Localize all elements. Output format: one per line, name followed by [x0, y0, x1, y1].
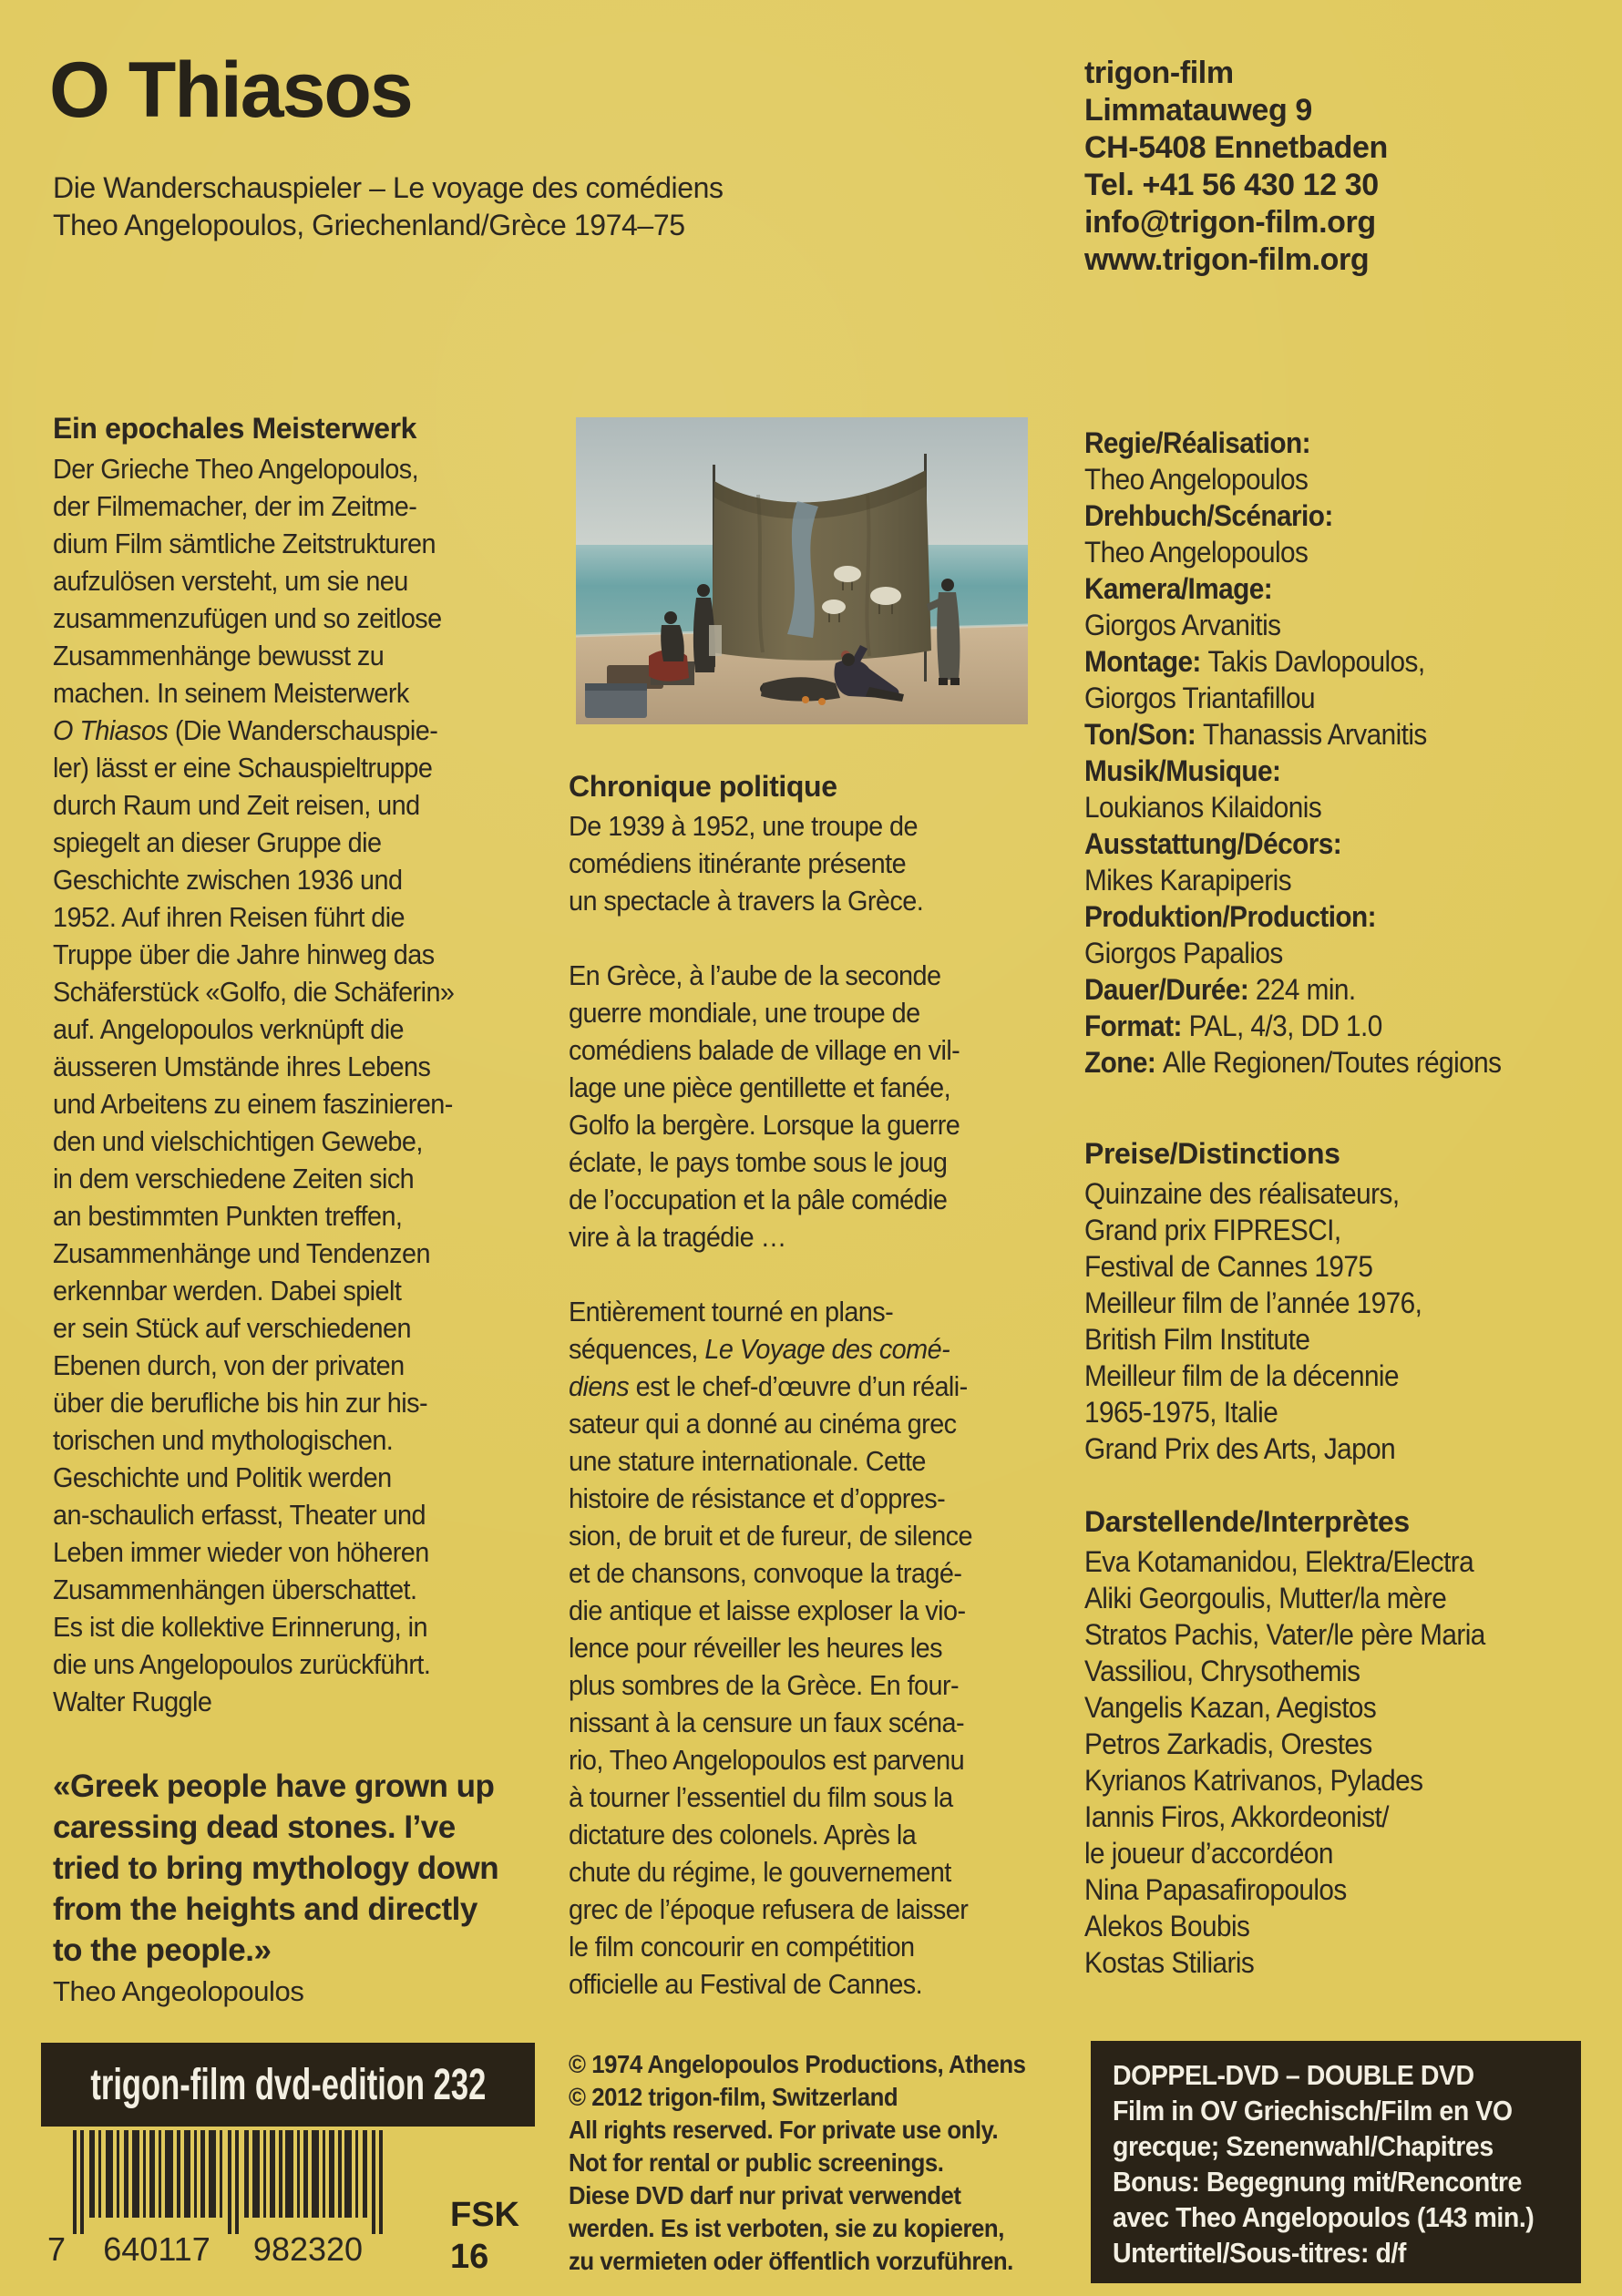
text-line: Vassiliou, Chrysothemis: [1084, 1655, 1360, 1687]
text-line: Meilleur film de l’année 1976,: [1084, 1286, 1422, 1319]
text-line: Grand prix FIPRESCI,: [1084, 1214, 1341, 1246]
text-line: Der Grieche Theo Angelopoulos,: [53, 453, 419, 485]
text-line: grec de l’époque refusera de laisser: [569, 1893, 969, 1925]
text-line: [1084, 643, 1610, 680]
german-review-body: [53, 450, 579, 1720]
text-line: Quinzaine des réalisateurs,: [1084, 1177, 1400, 1210]
text-line: éclate, le pays tombe sous le joug: [569, 1146, 948, 1178]
text-line: «Greek people have grown up: [53, 1768, 495, 1804]
text-line: Petros Zarkadis, Orestes: [1084, 1727, 1372, 1760]
text-line: torischen und mythologischen.: [53, 1424, 394, 1456]
cast-heading: Darstellende/Interprètes: [1084, 1505, 1410, 1538]
text-segment: 224 min.: [1255, 973, 1356, 1006]
text-line: Meilleur film de la décennie: [1084, 1359, 1399, 1392]
text-line: grecque; Szenenwahl/Chapitres: [1113, 2130, 1494, 2162]
quote-author: Theo Angeolopoulos: [53, 1975, 304, 2007]
text-line: erkennbar werden. Dabei spielt: [53, 1275, 402, 1307]
text-line: Die Wanderschauspieler – Le voyage des comédiens: [53, 171, 724, 204]
text-line: Zusammenhänge und Tendenzen: [53, 1237, 430, 1269]
edition-banner: [41, 2043, 535, 2127]
text-line: Limmatauweg 9: [1084, 93, 1312, 128]
text-line: le joueur d’accordéon: [1084, 1837, 1333, 1870]
text-line: rio, Theo Angelopoulos est parvenu: [569, 1744, 965, 1776]
text-line: En Grèce, à l’aube de la seconde: [569, 959, 941, 991]
german-review-heading: Ein epochales Meisterwerk: [53, 412, 417, 445]
fsk-value: 16: [450, 2238, 489, 2276]
text-line: werden. Es ist verboten, sie zu kopieren,: [569, 2214, 1004, 2242]
text-line: avec Theo Angelopoulos (143 min.): [1113, 2201, 1535, 2233]
barcode: [46, 2130, 410, 2265]
text-line: Alekos Boubis: [1084, 1910, 1250, 1942]
text-line: Giorgos Arvanitis: [1084, 609, 1281, 641]
text-line: vire à la tragédie …: [569, 1221, 786, 1253]
text-line: Zusammenhänge bewusst zu: [53, 640, 385, 671]
text-line: to the people.»: [53, 1932, 272, 1968]
text-line: officielle au Festival de Cannes.: [569, 1968, 923, 2000]
text-line: 1952. Auf ihren Reisen führt die: [53, 901, 406, 933]
text-line: lence pour réveiller les heures les: [569, 1632, 942, 1664]
page-title: O Thiasos: [49, 46, 412, 134]
text-line: British Film Institute: [1084, 1323, 1310, 1356]
text-line: [1084, 1008, 1610, 1044]
text-line: Zusammenhängen überschattet.: [53, 1573, 417, 1605]
text-line: [53, 712, 579, 749]
barcode-digit-lead: 7: [47, 2230, 67, 2265]
text-line: comédiens balade de village en vil-: [569, 1034, 960, 1066]
text-line: All rights reserved. For private use only.: [569, 2116, 999, 2144]
text-segment: Drehbuch/Scénario:: [1084, 499, 1333, 532]
text-line: Giorgos Triantafillou: [1084, 682, 1315, 714]
text-line: Tel. +41 56 430 12 30: [1084, 168, 1379, 202]
text-line: et de chansons, convoque la tragé-: [569, 1557, 962, 1589]
text-line: die uns Angelopoulos zurückführt.: [53, 1648, 431, 1680]
film-still-photo: [576, 417, 1028, 724]
credits-list: [1084, 425, 1610, 1081]
text-line: sateur qui a donné au cinéma grec: [569, 1408, 957, 1440]
fsk-rating: [450, 2194, 519, 2278]
text-line: Schäferstück «Golfo, die Schäferin»: [53, 976, 455, 1008]
text-line: er sein Stück auf verschiedenen: [53, 1312, 411, 1344]
fsk-label: FSK: [450, 2196, 519, 2234]
text-line: [1084, 971, 1610, 1008]
text-segment: Ausstattung/Décors:: [1084, 827, 1342, 860]
text-line: [1084, 1044, 1610, 1081]
text-line: Untertitel/Sous-titres: d/f: [1113, 2237, 1406, 2269]
cast-list: [1084, 1543, 1485, 1981]
text-line: guerre mondiale, une troupe de: [569, 997, 920, 1029]
text-segment: Thanassis Arvanitis: [1202, 718, 1427, 751]
text-segment: Regie/Réalisation:: [1084, 426, 1310, 459]
text-line: [569, 1368, 1094, 1405]
text-line: [1084, 570, 1610, 607]
barcode-bars: [73, 2130, 383, 2234]
text-line: Theo Angelopoulos: [1084, 463, 1309, 496]
text-segment: Kamera/Image:: [1084, 572, 1273, 605]
text-line: Geschichte zwischen 1936 und: [53, 864, 403, 896]
text-line: [569, 919, 1094, 957]
text-line: www.trigon-film.org: [1084, 242, 1370, 277]
text-segment: séquences,: [569, 1333, 705, 1365]
text-segment: diens: [569, 1370, 630, 1402]
text-line: Theo Angelopoulos, Griechenland/Grèce 1974–75: [53, 209, 685, 241]
text-segment: Dauer/Durée:: [1084, 973, 1256, 1006]
text-line: Diese DVD darf nur privat verwendet: [569, 2181, 961, 2209]
text-line: lage une pièce gentillette et fanée,: [569, 1071, 951, 1103]
text-line: an-schaulich erfasst, Theater und: [53, 1499, 426, 1531]
awards-heading: Preise/Distinctions: [1084, 1137, 1340, 1170]
text-line: zu vermieten oder öffentlich vorzuführen.: [569, 2247, 1013, 2275]
text-segment: Format:: [1084, 1010, 1189, 1042]
dvd-features-box: [1091, 2041, 1581, 2283]
text-line: Giorgos Papalios: [1084, 937, 1283, 969]
text-segment: Ton/Son:: [1084, 718, 1203, 751]
text-line: De 1939 à 1952, une troupe de: [569, 810, 918, 842]
text-line: CH-5408 Ennetbaden: [1084, 130, 1388, 165]
text-line: © 2012 trigon-film, Switzerland: [569, 2083, 898, 2111]
text-line: plus sombres de la Grèce. En four-: [569, 1669, 960, 1701]
text-line: Mikes Karapiperis: [1084, 864, 1292, 897]
text-line: Film in OV Griechisch/Film en VO: [1113, 2095, 1513, 2127]
text-line: Not for rental or public screenings.: [569, 2148, 944, 2177]
text-line: à tourner l’essentiel du film sous la: [569, 1781, 953, 1813]
text-line: info@trigon-film.org: [1084, 205, 1376, 240]
text-line: über die berufliche bis hin zur his-: [53, 1387, 427, 1419]
text-segment: Takis Davlopoulos,: [1207, 645, 1425, 678]
text-segment: Montage:: [1084, 645, 1208, 678]
photo-canvas-fold: [867, 495, 869, 656]
copyright-notice: [569, 2048, 1026, 2278]
dvd-features-text: [1113, 2057, 1544, 2270]
text-line: DOPPEL-DVD – DOUBLE DVD: [1113, 2059, 1474, 2091]
text-line: dictature des colonels. Après la: [569, 1819, 917, 1850]
text-segment: Zone:: [1084, 1046, 1163, 1079]
text-line: Nina Papasafiropoulos: [1084, 1873, 1347, 1906]
text-segment: O Thiasos: [53, 714, 169, 746]
text-line: comédiens itinérante présente: [569, 847, 907, 879]
text-line: spiegelt an dieser Gruppe die: [53, 826, 382, 858]
text-line: ler) lässt er eine Schauspieltruppe: [53, 752, 433, 784]
text-segment: PAL, 4/3, DD 1.0: [1188, 1010, 1382, 1042]
text-line: Golfo la bergère. Lorsque la guerre: [569, 1109, 960, 1141]
text-line: [1084, 497, 1610, 534]
text-line: Truppe über die Jahre hinweg das: [53, 938, 435, 970]
text-line: [1084, 425, 1610, 461]
text-line: Grand Prix des Arts, Japon: [1084, 1432, 1396, 1465]
text-line: Aliki Georgoulis, Mutter/la mère: [1084, 1582, 1447, 1614]
publisher-address: [1084, 55, 1388, 279]
french-review-heading: Chronique politique: [569, 770, 837, 803]
text-line: trigon-film: [1084, 56, 1234, 90]
text-line: den und vielschichtigen Gewebe,: [53, 1125, 423, 1157]
text-segment: Produktion/Production:: [1084, 900, 1377, 933]
text-line: Vangelis Kazan, Aegistos: [1084, 1691, 1377, 1724]
text-line: durch Raum und Zeit reisen, und: [53, 789, 420, 821]
text-line: auf. Angelopoulos verknüpft die: [53, 1013, 405, 1045]
text-line: une stature internationale. Cette: [569, 1445, 926, 1477]
text-segment: (Die Wanderschauspie-: [168, 714, 438, 746]
french-review-body: [569, 807, 1094, 2003]
text-line: und Arbeitens zu einem faszinieren-: [53, 1088, 453, 1120]
text-line: äusseren Umstände ihres Lebens: [53, 1051, 431, 1082]
text-line: caressing dead stones. I’ve: [53, 1809, 456, 1845]
text-line: Stratos Pachis, Vater/le père Maria: [1084, 1618, 1485, 1651]
subtitle: [53, 169, 724, 244]
text-line: Festival de Cannes 1975: [1084, 1250, 1373, 1283]
text-line: an bestimmten Punkten treffen,: [53, 1200, 403, 1232]
text-line: Ebenen durch, von der privaten: [53, 1349, 405, 1381]
text-segment: Alle Regionen/Toutes régions: [1162, 1046, 1502, 1079]
text-line: Iannis Firos, Akkordeonist/: [1084, 1800, 1389, 1833]
text-line: de l’occupation et la pâle comédie: [569, 1184, 948, 1215]
text-line: sion, de bruit et de fureur, de silence: [569, 1520, 973, 1552]
text-line: 1965-1975, Italie: [1084, 1396, 1278, 1429]
text-line: Kyrianos Katrivanos, Pylades: [1084, 1764, 1423, 1797]
text-line: [1084, 825, 1610, 862]
text-line: [569, 1256, 1094, 1293]
text-line: Bonus: Begegnung mit/Rencontre: [1113, 2166, 1522, 2198]
director-quote: [53, 1766, 498, 1971]
text-line: in dem verschiedene Zeiten sich: [53, 1163, 415, 1194]
text-line: [569, 1330, 1094, 1368]
text-line: Leben immer wieder von höheren: [53, 1536, 429, 1568]
text-line: [1084, 753, 1610, 789]
text-line: © 1974 Angelopoulos Productions, Athens: [569, 2050, 1026, 2078]
text-line: aufzulösen versteht, um sie neu: [53, 565, 408, 597]
text-line: Geschichte und Politik werden: [53, 1461, 392, 1493]
text-segment: Le Voyage des comé-: [704, 1333, 950, 1365]
text-segment: est le chef-d’œuvre d’un réali-: [629, 1370, 968, 1402]
text-line: tried to bring mythology down: [53, 1850, 499, 1886]
text-segment: Musik/Musique:: [1084, 754, 1281, 787]
text-line: un spectacle à travers la Grèce.: [569, 885, 924, 917]
barcode-digits-group2: 982320: [252, 2230, 364, 2265]
text-line: [1084, 898, 1610, 935]
text-line: Entièrement tourné en plans-: [569, 1296, 894, 1327]
text-line: Theo Angelopoulos: [1084, 536, 1309, 569]
text-line: chute du régime, le gouvernement: [569, 1856, 951, 1888]
text-line: Es ist die kollektive Erinnerung, in: [53, 1611, 427, 1643]
text-line: der Filmemacher, der im Zeitme-: [53, 490, 417, 522]
text-line: die antique et laisse exploser la vio-: [569, 1594, 966, 1626]
text-line: histoire de résistance et d’oppres-: [569, 1482, 946, 1514]
text-line: le film concourir en compétition: [569, 1931, 915, 1963]
text-line: Walter Ruggle: [53, 1686, 212, 1717]
text-line: from the heights and directly: [53, 1891, 477, 1927]
text-line: Eva Kotamanidou, Elektra/Electra: [1084, 1545, 1474, 1578]
text-line: Loukianos Kilaidonis: [1084, 791, 1322, 824]
text-line: dium Film sämtliche Zeitstrukturen: [53, 528, 436, 559]
text-line: Kostas Stiliaris: [1084, 1946, 1255, 1979]
barcode-digits-group1: 640117: [103, 2230, 210, 2265]
text-line: nissant à la censure un faux scéna-: [569, 1707, 965, 1738]
text-line: zusammenzufügen und so zeitlose: [53, 602, 442, 634]
text-line: machen. In seinem Meisterwerk: [53, 677, 409, 709]
text-line: [1084, 716, 1610, 753]
edition-banner-label: trigon-film dvd-edition 232: [90, 2060, 486, 2109]
awards-list: [1084, 1175, 1422, 1467]
